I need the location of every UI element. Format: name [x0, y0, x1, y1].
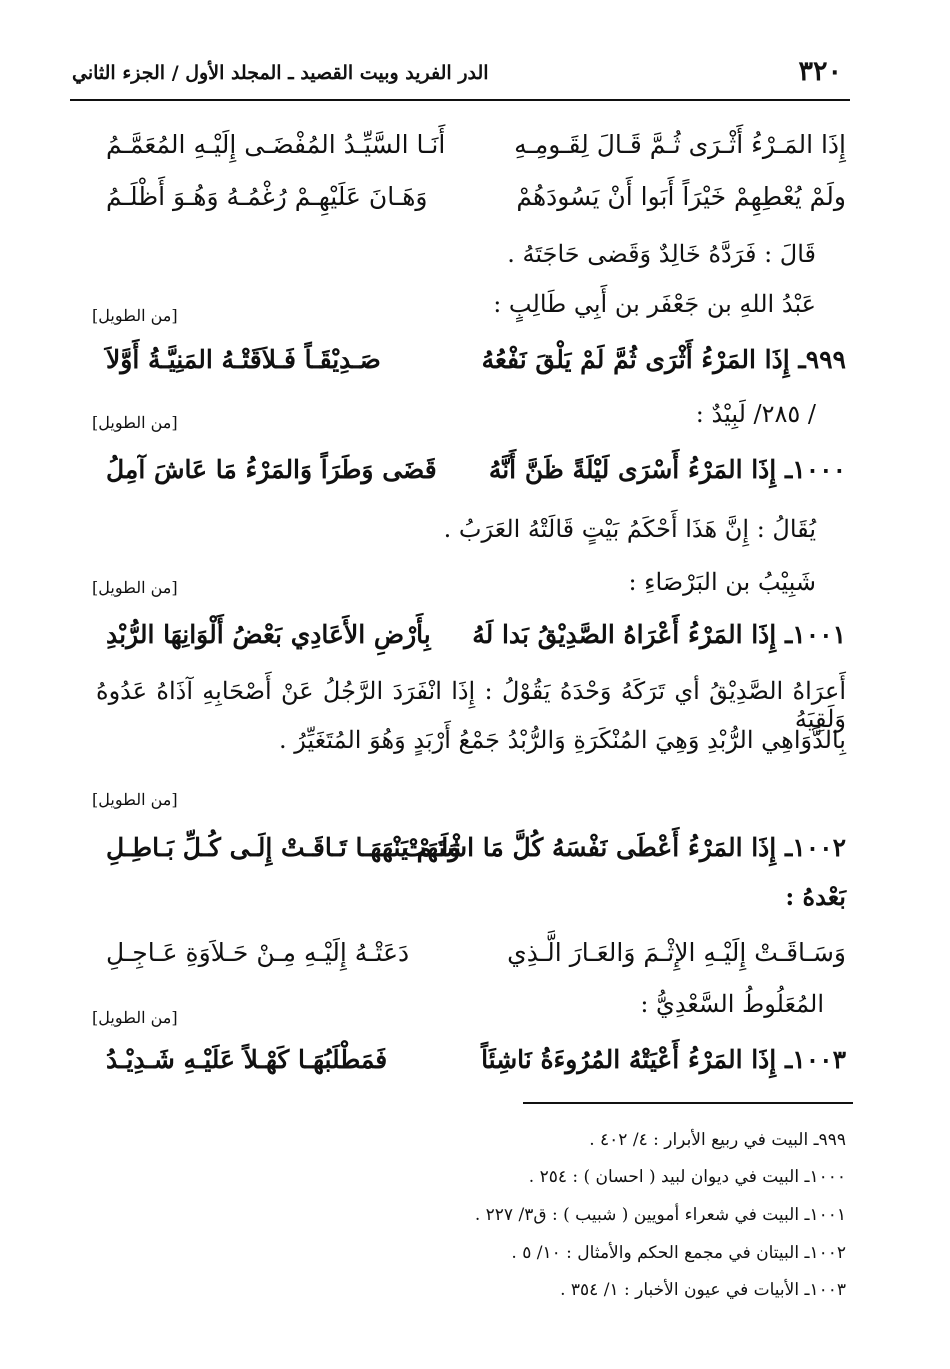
verse-left-hemistich: صَـدِيْقَـاً فَـلاَقَتْـهُ المَنِيَّـةُ أَوَّلاَ — [106, 345, 381, 374]
verse-right-hemistich: ١٠٠٠ـ إِذَا المَرْءُ أَسْرَى لَيْلَةً ظَنَّ أَنَّهُ — [488, 455, 846, 484]
meter-label: [من الطويل] — [92, 413, 178, 432]
commentary: بِالدَّوَاهِي الرُّبْدِ وَهِيَ المُنْكَرَةِ وَالرُّبْدُ جَمْعُ أَرْبَدٍ وَهُوَ المُتَغَيِّرُ . — [279, 726, 846, 754]
running-title: الدر الفريد وبيت القصيد ـ المجلد الأول / الجزء الثاني — [72, 62, 489, 84]
verse-right-hemistich: ١٠٠٢ـ إِذَا المَرْءُ أَعْطَى نَفْسَهُ كُلَّ مَا اشْتَهَتْ — [402, 833, 846, 862]
poet-name: / ٢٨٥/ لَبِيْدٌ : — [695, 400, 816, 428]
verse-left-hemistich: فَمَطْلَبُهَـا كَهْـلاً عَلَيْـهِ شَـدِيْـدُ — [106, 1045, 388, 1074]
meter-label: [من الطويل] — [92, 1008, 178, 1027]
poet-name: شَبِيْبُ بن البَرْصَاءِ : — [628, 568, 816, 596]
commentary: قَالَ : فَرَدَّهُ خَالِدٌ وَقَضى حَاجَتَهُ . — [507, 240, 816, 268]
commentary: يُقَالُ : إِنَّ هَذَا أَحْكَمُ بَيْتٍ قَالَتْهُ العَرَبُ . — [443, 515, 816, 543]
verse-right-hemistich: ولَمْ يُعْطِهِمْ خَيْرَاً أَبَوا أَنْ يَسُودَهُمْ — [516, 182, 846, 211]
verse-left-hemistich: وَهَـانَ عَلَيْهِـمْ رُغْمُـهُ وَهُـوَ أَظْلَـمُ — [106, 182, 428, 211]
commentary-word: بَعْدهُ : — [785, 882, 846, 911]
verse-right-hemistich: ١٠٠١ـ إِذَا المَرْءُ أَعْرَاهُ الصَّدِيْقُ بَدا لَهُ — [472, 620, 846, 649]
footnote: ١٠٠٣ـ الأبيات في عيون الأخبار : ١/ ٣٥٤ . — [560, 1280, 846, 1300]
meter-label: [من الطويل] — [92, 578, 178, 597]
verse-right-hemistich: ٩٩٩ـ إِذَا المَرْءُ أَثْرَى ثُمَّ لَمْ يَلْقَ نَفْعُهُ — [481, 345, 846, 374]
verse-right-hemistich: إِذَا المَـرْءُ أَثْـرَى ثُـمَّ قَـالَ لِقَـومِـهِ — [514, 130, 846, 159]
poet-name: عَبْدُ اللهِ بن جَعْفَر بن أَبِي طَالِبٍ : — [493, 290, 816, 318]
verse-left-hemistich: دَعَتْـهُ إِلَيْـهِ مِـنْ حَـلاَوَةِ عَـاجِـلِ — [106, 938, 410, 967]
footnote: ٩٩٩ـ البيت في ربيع الأبرار : ٤/ ٤٠٢ . — [589, 1130, 846, 1150]
page-number: ٣٢٠ — [798, 56, 842, 87]
verse-left-hemistich: أَنَـا السَّيِّـدُ المُفْضَـى إِلَيْـهِ المُعَمَّـمُ — [106, 130, 446, 159]
verse-left-hemistich: وَلَـمْ يَنْهَهَـا تَـاقَـتْ إِلَـى كُـلِّ بَـاطِـلِ — [106, 833, 461, 862]
header-rule — [70, 99, 850, 101]
footnote-rule — [523, 1102, 853, 1104]
verse-right-hemistich: وَسَـاقَـتْ إِلَيْـهِ الإِثْـمَ وَالعَـارَ الَّـذِي — [507, 938, 846, 967]
meter-label: [من الطويل] — [92, 790, 178, 809]
verse-right-hemistich: ١٠٠٣ـ إِذَا المَرْءُ أَعْيَتْهُ المُرُوءَةُ نَاشِئَاً — [481, 1045, 846, 1074]
footnote: ١٠٠٢ـ البيتان في مجمع الحكم والأمثال : ١٠/ ٥ . — [511, 1243, 846, 1263]
verse-left-hemistich: بِأَرْضِ الأَعَادِي بَعْضُ أَلْوَانِهَا الرُّبْدِ — [106, 620, 431, 649]
verse-left-hemistich: قَضَى وَطَرَاً وَالمَرْءُ مَا عَاشَ آمِلُ — [106, 455, 437, 484]
poet-name: المُعَلُوطُ السَّعْدِيُّ : — [640, 990, 824, 1018]
footnote: ١٠٠٠ـ البيت في ديوان لبيد ( احسان ) : ٢٥٤ . — [528, 1167, 846, 1187]
commentary: أَعرَاهُ الصَّدِيْقُ أي تَرَكَهُ وَحْدَهُ يَقُوْلُ : إِذَا انْفَرَدَ الرَّجُلُ عَنْ أَصْحَابِهِ آذَاهُ عَدُوهُ وَلَقِيَهُ — [96, 677, 846, 733]
footnote: ١٠٠١ـ البيت في شعراء أمويين ( شبيب ) : ق٣/ ٢٢٧ . — [474, 1205, 846, 1225]
meter-label: [من الطويل] — [92, 306, 178, 325]
